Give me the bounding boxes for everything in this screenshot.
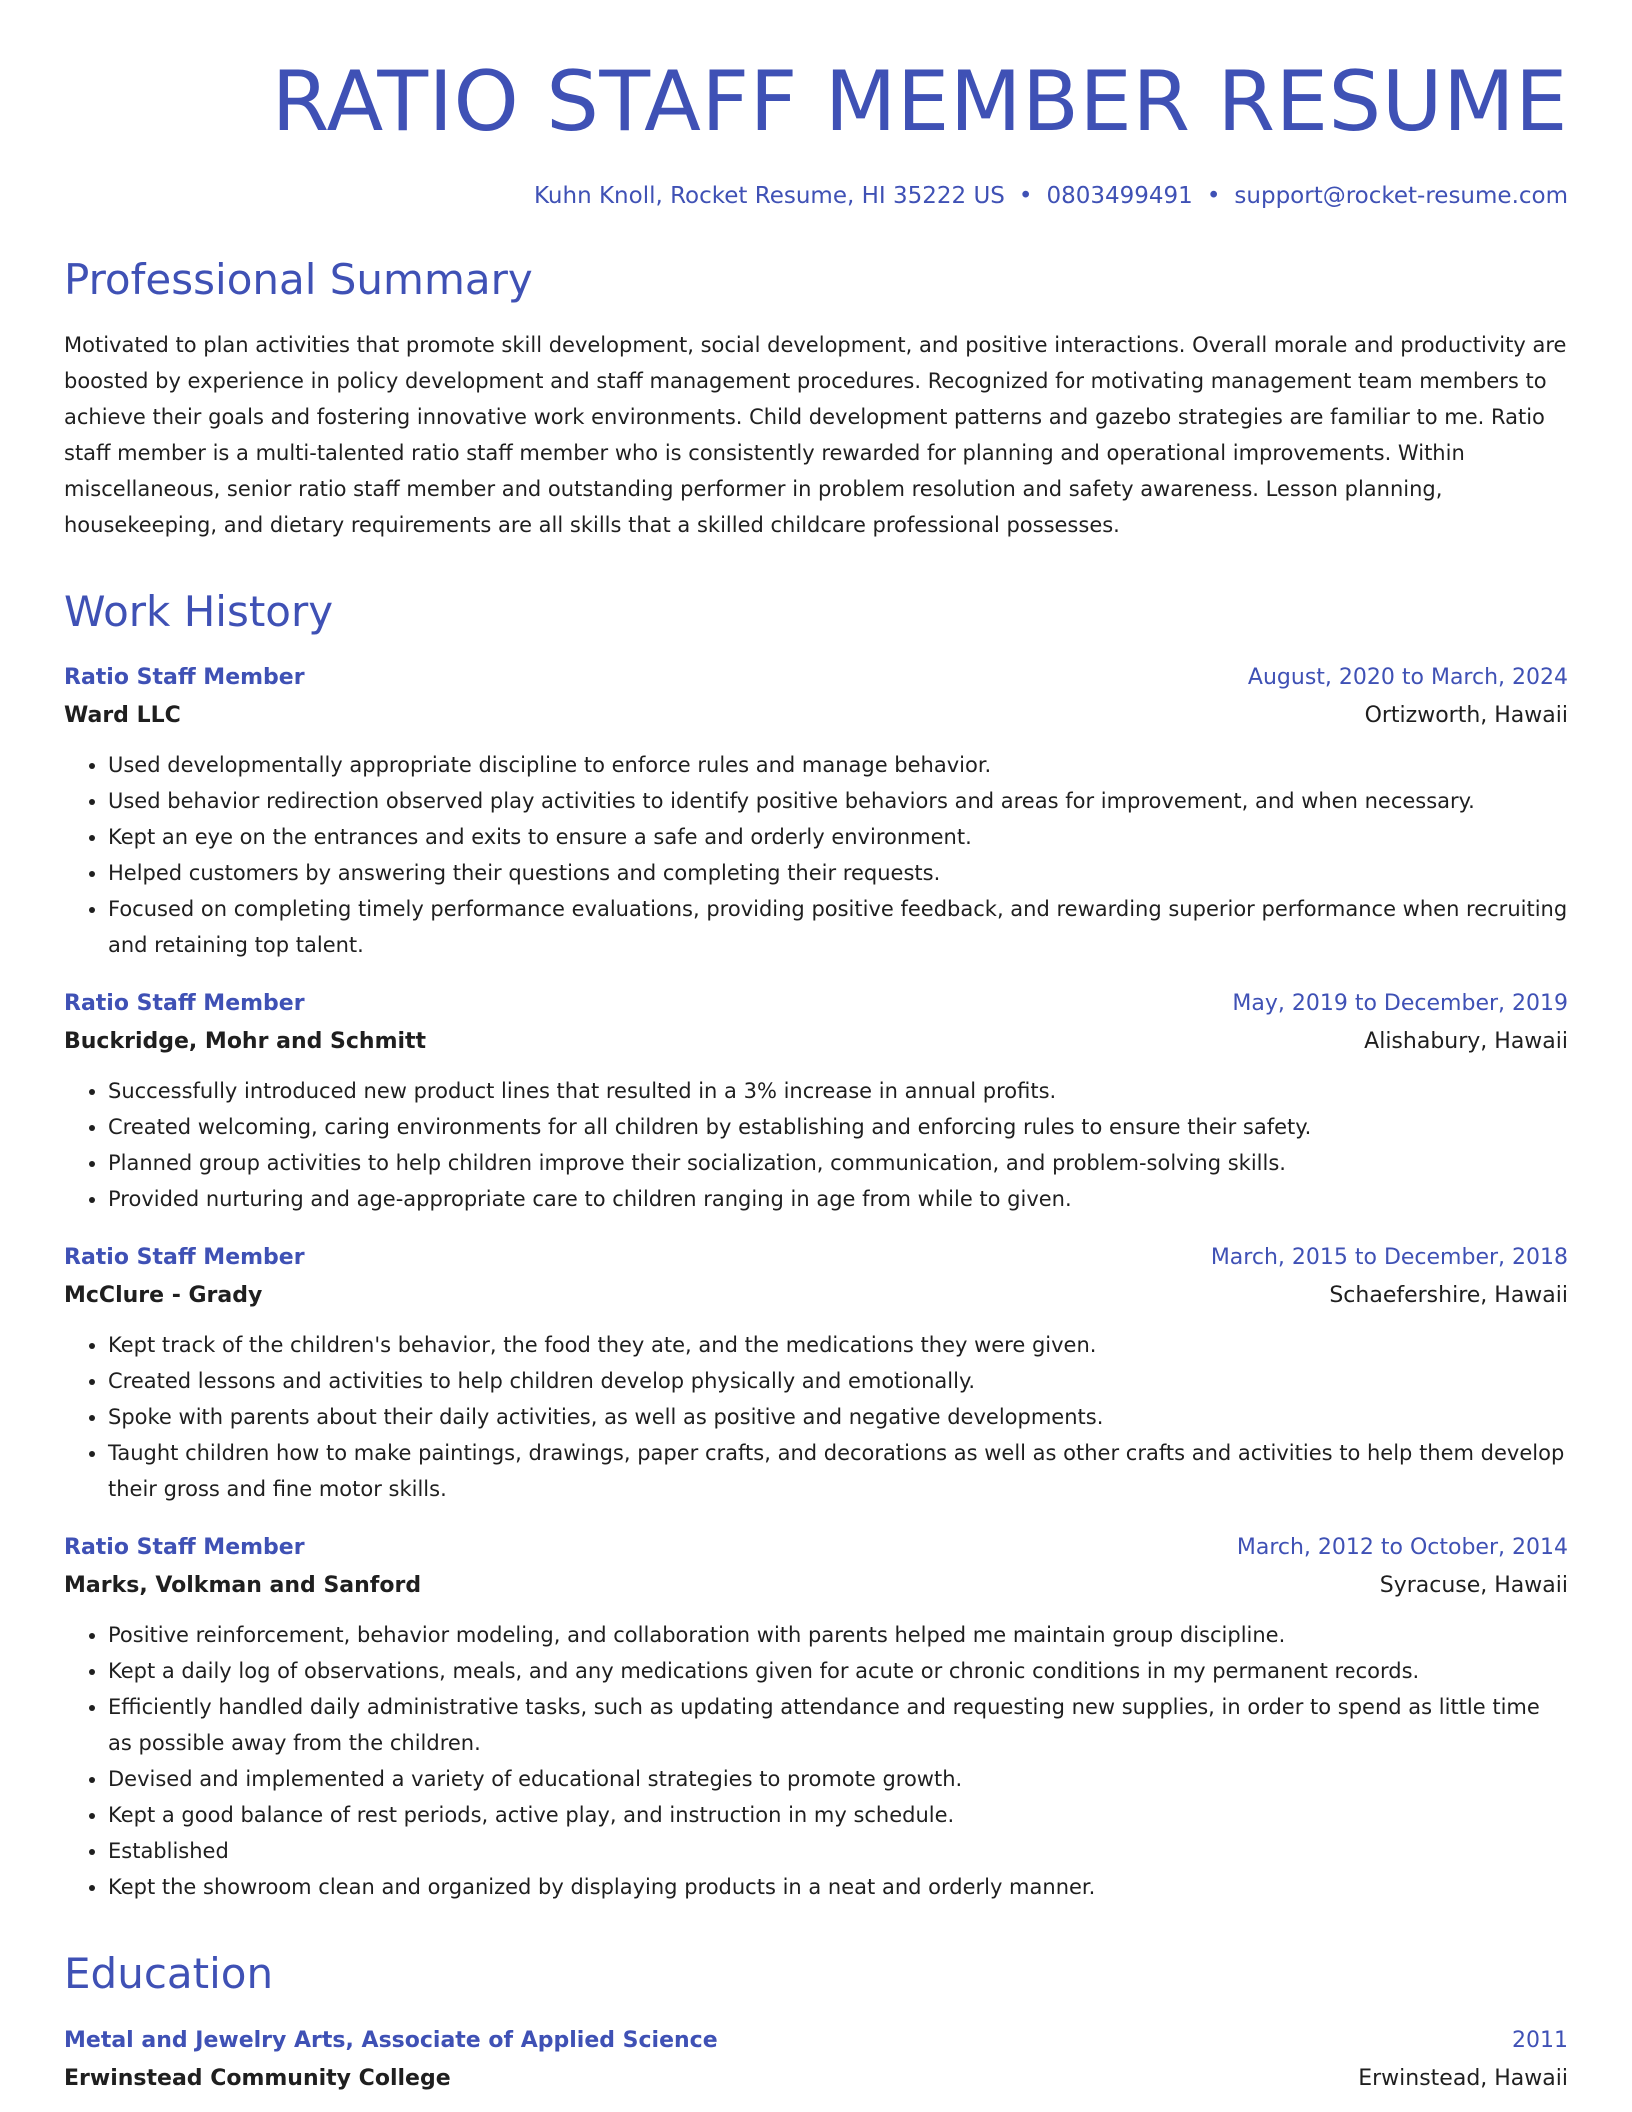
job-duty-item: • Provided nurturing and age-appropriate care to children ranging in age from while to given. (108, 1181, 1568, 1217)
education-entry (64, 2022, 1568, 2098)
job-entry (64, 985, 1568, 1217)
job-title: Ratio Staff Member (64, 1245, 305, 1271)
job-duty-item: • Created welcoming, caring environments for all children by establishing and enforcing rules to ensure their safety. (108, 1109, 1568, 1145)
job-duty-item: • Kept a daily log of observations, meals, and any medications given for acute or chronic conditions in my permanent records. (108, 1653, 1568, 1689)
resume-page (64, 0, 1568, 2098)
job-location: Syracuse, Hawaii (1379, 1573, 1568, 1599)
job-duty-item: • Positive reinforcement, behavior modeling, and collaboration with parents helped me maintain group discipline. (108, 1617, 1568, 1653)
work-history-list (64, 659, 1568, 1905)
job-header-row (64, 1529, 1568, 1567)
summary-heading: Professional Summary (64, 254, 533, 304)
job-duty-item: • Spoke with parents about their daily activities, as well as positive and negative developments. (108, 1399, 1568, 1435)
job-duty-item: • Used behavior redirection observed play activities to identify positive behaviors and areas for improvement, and when necessary. (108, 783, 1568, 819)
job-company: McClure - Grady (64, 1283, 263, 1309)
job-title: Ratio Staff Member (64, 991, 305, 1017)
job-duty-item: • Focused on completing timely performance evaluations, providing positive feedback, and rewarding superior performance when recruiting and retaining top talent. (108, 891, 1568, 963)
contact-line (64, 183, 1568, 211)
contact-address: Kuhn Knoll, Rocket Resume, HI 35222 US (534, 183, 1005, 209)
job-duties-list (64, 1327, 1568, 1507)
job-duties-list (64, 1073, 1568, 1217)
job-dates: August, 2020 to March, 2024 (1247, 665, 1568, 691)
job-location: Alishabury, Hawaii (1364, 1029, 1568, 1055)
job-duty-item: • Kept an eye on the entrances and exits to ensure a safe and orderly environment. (108, 819, 1568, 855)
summary-text: Motivated to plan activities that promote skill development, social development, and positive interactions. Overall morale and productivity are boosted by experience in policy development and staff management procedures. Recognized for motivating management team members to achieve their goals and fostering innovative work environments. Child development patterns and gazebo strategies are familiar to me. Ratio staff member is a multi-talented ratio staff member who is consistently rewarded for planning and operational improvements. Within miscellaneous, senior ratio staff member and outstanding performer in problem resolution and safety awareness. Lesson planning, housekeeping, and dietary requirements are all skills that a skilled childcare professional possesses. (64, 332, 1567, 537)
job-location: Schaefershire, Hawaii (1329, 1283, 1568, 1309)
job-company-row (64, 697, 1568, 735)
job-duty-item: • Planned group activities to help children improve their socialization, communication, and problem-solving skills. (108, 1145, 1568, 1181)
job-dates: March, 2012 to October, 2014 (1236, 1535, 1568, 1561)
contact-separator: • (1018, 183, 1033, 209)
education-year: 2011 (1512, 2027, 1568, 2053)
education-heading: Education (64, 1949, 274, 1999)
work-history-heading: Work History (64, 586, 334, 636)
job-duty-item: • Successfully introduced new product lines that resulted in a 3% increase in annual profits. (108, 1073, 1568, 1109)
job-duty-item: • Taught children how to make paintings, drawings, paper crafts, and decorations as well as other crafts and activities to help them develop their gross and fine motor skills. (108, 1435, 1568, 1507)
education-school: Erwinstead Community College (64, 2065, 451, 2091)
job-entry (64, 1529, 1568, 1905)
job-entry (64, 1239, 1568, 1507)
job-dates: May, 2019 to December, 2019 (1232, 991, 1568, 1017)
resume-title: RATIO STAFF MEMBER RESUME (271, 53, 1568, 150)
job-duty-item: • Kept the showroom clean and organized by displaying products in a neat and orderly manner. (108, 1869, 1568, 1905)
job-company: Marks, Volkman and Sanford (64, 1573, 422, 1599)
job-duties-list (64, 747, 1568, 963)
job-duties-list (64, 1617, 1568, 1905)
job-header-row (64, 1239, 1568, 1277)
job-company-row (64, 1023, 1568, 1061)
education-list (64, 2022, 1568, 2098)
education-location: Erwinstead, Hawaii (1358, 2065, 1568, 2091)
job-entry (64, 659, 1568, 963)
job-company: Buckridge, Mohr and Schmitt (64, 1029, 427, 1055)
job-duty-item: • Used developmentally appropriate discipline to enforce rules and manage behavior. (108, 747, 1568, 783)
job-company-row (64, 1277, 1568, 1315)
job-duty-item: • Created lessons and activities to help children develop physically and emotionally. (108, 1363, 1568, 1399)
education-degree: Metal and Jewelry Arts, Associate of Applied Science (64, 2027, 718, 2053)
job-title: Ratio Staff Member (64, 665, 305, 691)
education-header-row (64, 2022, 1568, 2060)
job-header-row (64, 659, 1568, 697)
job-duty-item: • Devised and implemented a variety of educational strategies to promote growth. (108, 1761, 1568, 1797)
job-duty-item: • Efficiently handled daily administrative tasks, such as updating attendance and requesting new supplies, in order to spend as little time as possible away from the children. (108, 1689, 1568, 1761)
job-dates: March, 2015 to December, 2018 (1210, 1245, 1568, 1271)
contact-phone: 0803499491 (1046, 183, 1193, 209)
job-company: Ward LLC (64, 703, 181, 729)
education-school-row (64, 2060, 1568, 2098)
contact-separator: • (1206, 183, 1221, 209)
job-location: Ortizworth, Hawaii (1364, 703, 1568, 729)
job-duty-item: • Helped customers by answering their questions and completing their requests. (108, 855, 1568, 891)
job-header-row (64, 985, 1568, 1023)
job-duty-item: • Established (108, 1833, 1568, 1869)
job-title: Ratio Staff Member (64, 1535, 305, 1561)
job-duty-item: • Kept track of the children's behavior, the food they ate, and the medications they were given. (108, 1327, 1568, 1363)
contact-email: support@rocket-resume.com (1234, 183, 1568, 209)
job-company-row (64, 1567, 1568, 1605)
job-duty-item: • Kept a good balance of rest periods, active play, and instruction in my schedule. (108, 1797, 1568, 1833)
